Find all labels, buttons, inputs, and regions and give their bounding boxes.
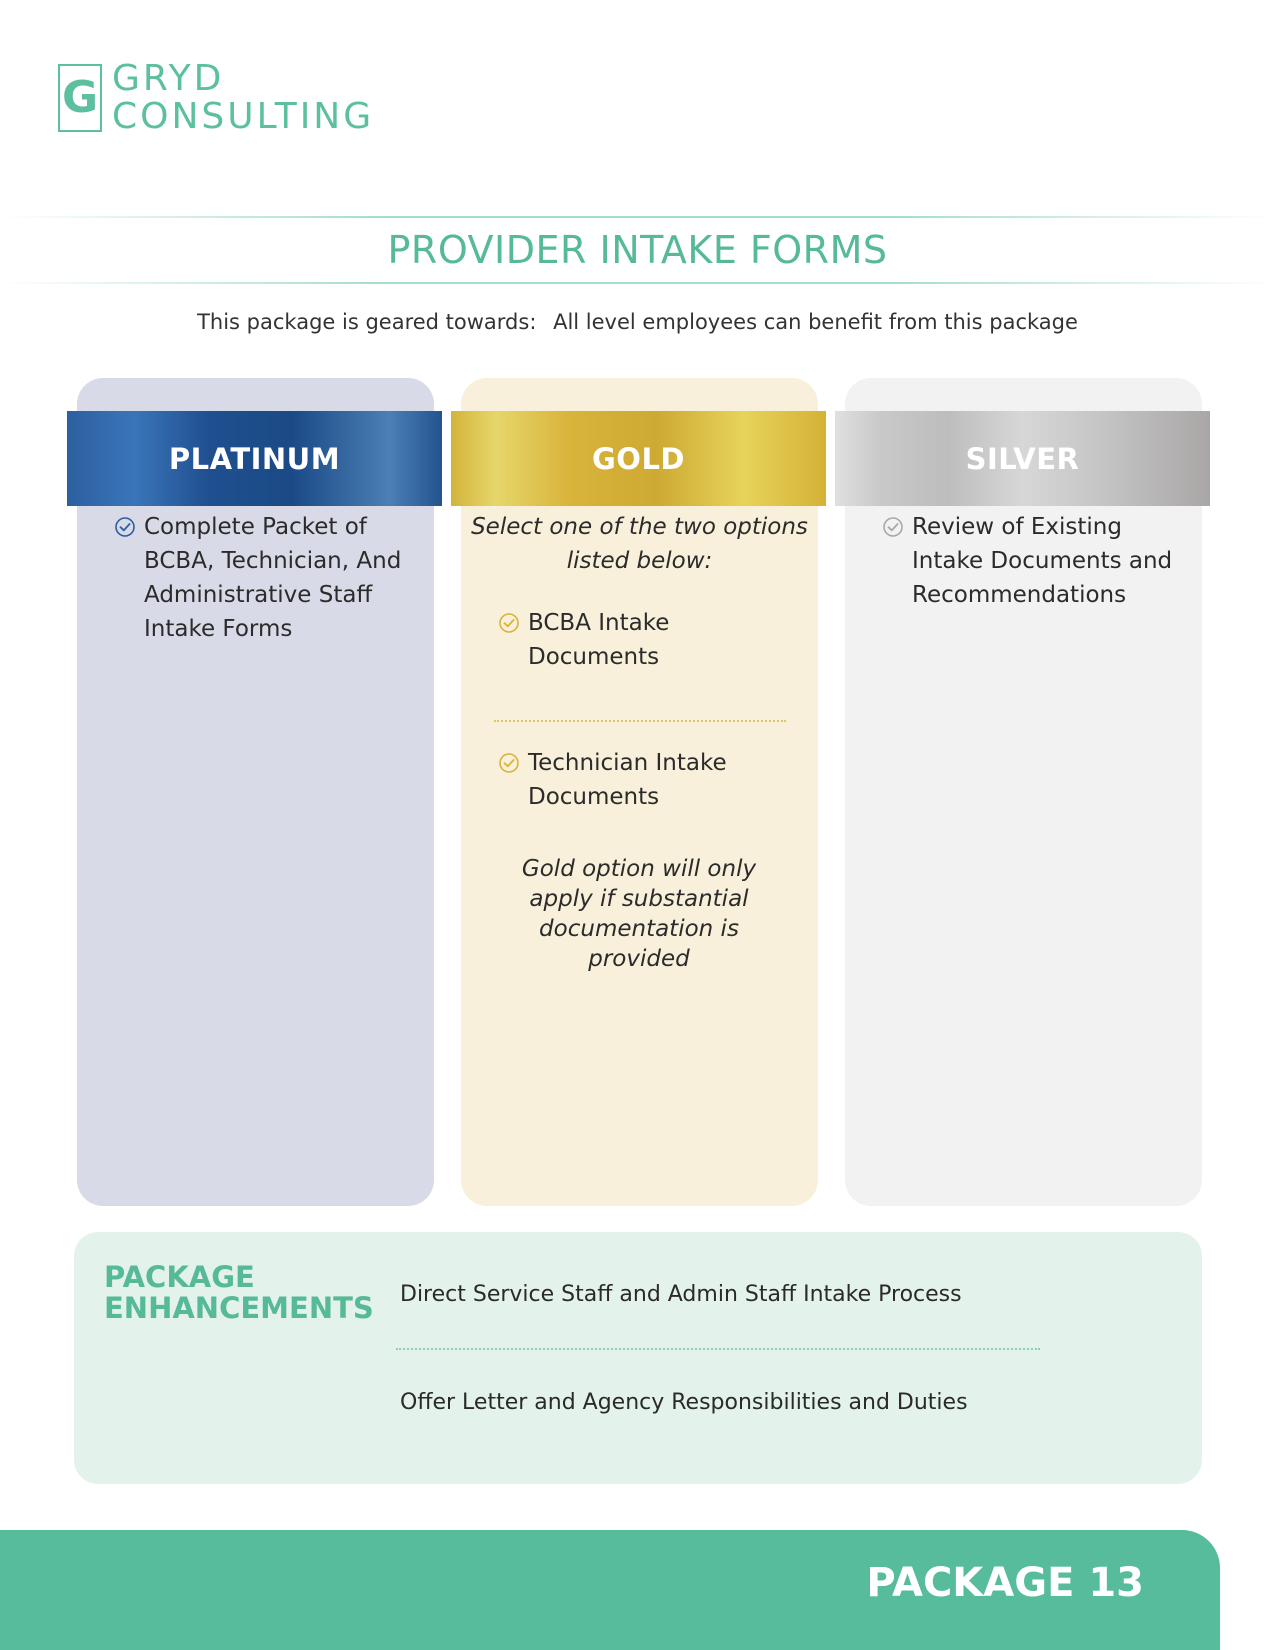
- logo-wordmark: [112, 60, 374, 136]
- target-audience: [0, 310, 1275, 334]
- gold-divider: [494, 720, 786, 722]
- enhancement-item: Offer Letter and Agency Responsibilities and Duties: [400, 1390, 968, 1415]
- check-circle-icon: [498, 752, 520, 774]
- gold-option-2-text: Technician Intake Documents: [528, 750, 727, 810]
- company-logo: [58, 60, 374, 136]
- silver-header: SILVER: [835, 411, 1210, 506]
- package-enhancements: [74, 1232, 1202, 1484]
- gold-note: Gold option will only apply if substantial documentation is provided: [521, 856, 757, 972]
- page-title: PROVIDER INTAKE FORMS: [387, 228, 888, 272]
- gold-option-1: [498, 606, 798, 674]
- gold-option-2: [498, 746, 798, 814]
- target-audience-label: This package is geared towards:: [197, 310, 537, 334]
- gold-header: GOLD: [451, 411, 826, 506]
- gold-option-1-text: BCBA Intake Documents: [528, 610, 670, 670]
- enhancements-heading: PACKAGE ENHANCEMENTS: [104, 1260, 374, 1325]
- check-circle-icon: [114, 516, 136, 538]
- platinum-header: PLATINUM: [67, 411, 442, 506]
- enhancements-divider: [396, 1348, 1040, 1350]
- title-band: [0, 216, 1275, 284]
- target-audience-value: All level employees can benefit from this package: [553, 310, 1078, 334]
- check-circle-icon: [882, 516, 904, 538]
- gold-intro: Select one of the two options listed below:: [471, 514, 808, 574]
- silver-item: [882, 510, 1182, 612]
- silver-item-text: Review of Existing Intake Documents and Recommendations: [912, 514, 1173, 608]
- enhancement-item: Direct Service Staff and Admin Staff Intake Process: [400, 1282, 962, 1307]
- logo-mark: G: [58, 64, 102, 132]
- platinum-item-text: Complete Packet of BCBA, Technician, And Administrative Staff Intake Forms: [144, 514, 402, 642]
- logo-line-2: CONSULTING: [112, 96, 375, 137]
- platinum-item: [114, 510, 414, 646]
- footer-bar: [0, 1530, 1220, 1650]
- package-number: PACKAGE 13: [866, 1560, 1144, 1606]
- check-circle-icon: [498, 612, 520, 634]
- logo-line-1: GRYD: [112, 58, 225, 99]
